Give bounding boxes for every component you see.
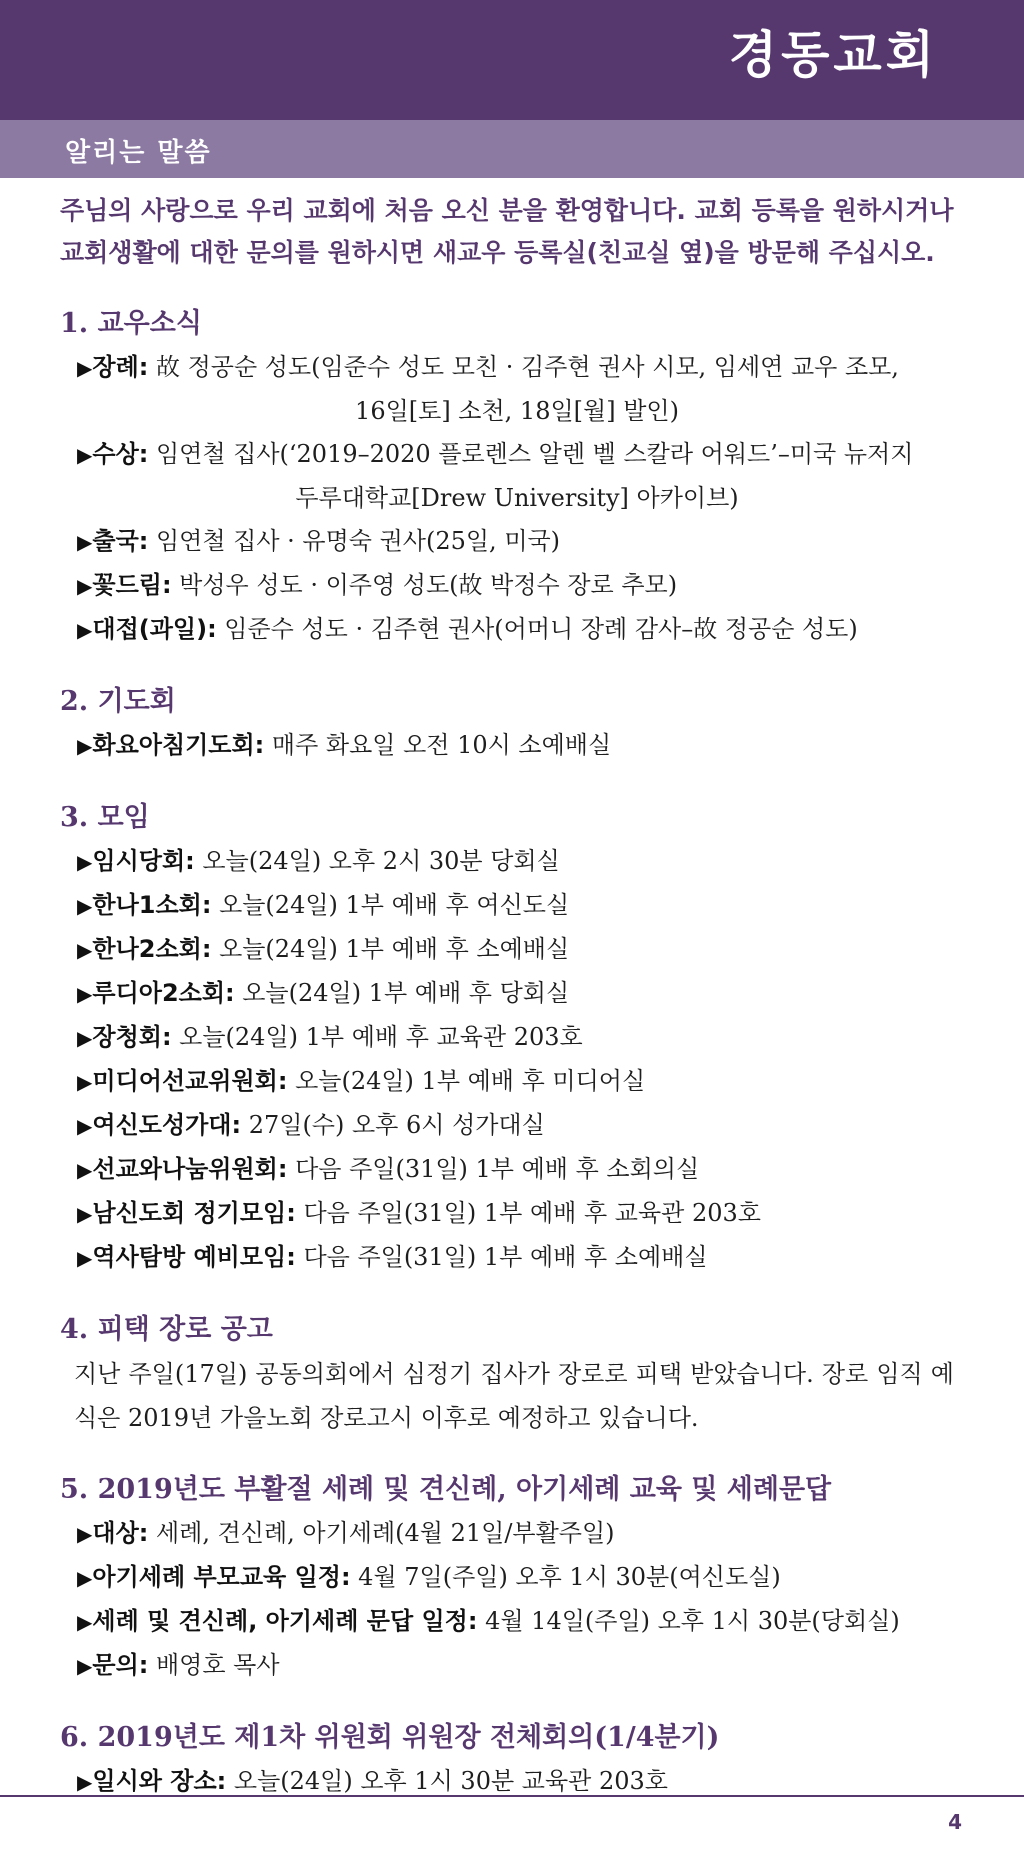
item-label: 출국: bbox=[92, 527, 149, 555]
item-label: 장청회: bbox=[92, 1023, 172, 1051]
item-text: 세례, 견신례, 아기세례(4월 21일/부활주일) bbox=[148, 1519, 615, 1547]
item-label: 대접(과일): bbox=[92, 615, 217, 643]
section-title: 6. 2019년도 제1차 위원회 위원장 전체회의(1/4분기) bbox=[60, 1722, 720, 1753]
bullet-arrow-icon: ▶ bbox=[77, 1026, 93, 1050]
item-label: 문의: bbox=[92, 1651, 149, 1679]
item-label: 선교와나눔위원회: bbox=[92, 1155, 288, 1183]
bullet-arrow-icon: ▶ bbox=[77, 938, 93, 962]
item-text: 오늘(24일) 오후 2시 30분 당회실 bbox=[194, 847, 560, 875]
item-text: 故 정공순 성도(임준수 성도 모친 · 김주현 권사 시모, 임세연 교우 조모, bbox=[148, 353, 899, 381]
item-text: 다음 주일(31일) 1부 예배 후 교육관 203호 bbox=[295, 1199, 761, 1227]
item-text: 오늘(24일) 오후 1시 30분 교육관 203호 bbox=[226, 1767, 668, 1795]
item-label: 아기세례 부모교육 일정: bbox=[92, 1563, 351, 1591]
announcement-item bbox=[77, 1760, 957, 1804]
item-text: 임연철 집사(‘2019–2020 플로렌스 알렌 벨 스칼라 어워드’–미국 뉴저지 bbox=[148, 440, 914, 468]
announcement-item bbox=[77, 840, 957, 884]
announcement-item bbox=[77, 608, 957, 652]
item-text: 오늘(24일) 1부 예배 후 여신도실 bbox=[211, 891, 570, 919]
bullet-arrow-icon: ▶ bbox=[77, 734, 93, 758]
announcement-item bbox=[77, 928, 957, 972]
item-text: 다음 주일(31일) 1부 예배 후 소회의실 bbox=[287, 1155, 700, 1183]
item-label: 역사탐방 예비모임: bbox=[92, 1243, 296, 1271]
section-title: 1. 교우소식 bbox=[60, 308, 202, 339]
item-label: 한나2소회: bbox=[92, 935, 212, 963]
item-text-continued: 16일[토] 소천, 18일[월] 발인) bbox=[355, 397, 679, 425]
announcement-item bbox=[77, 520, 957, 564]
item-text: 매주 화요일 오전 10시 소예배실 bbox=[264, 731, 612, 759]
announcement-item bbox=[77, 564, 957, 608]
announcement-item bbox=[77, 1236, 957, 1280]
bullet-arrow-icon: ▶ bbox=[77, 574, 93, 598]
item-label: 화요아침기도회: bbox=[92, 731, 265, 759]
announcement-item bbox=[77, 1512, 957, 1556]
item-label: 루디아2소회: bbox=[92, 979, 235, 1007]
announcement-item bbox=[77, 346, 957, 433]
announcement-item bbox=[77, 1600, 957, 1644]
item-label: 세례 및 견신례, 아기세례 문답 일정: bbox=[92, 1607, 478, 1635]
item-label: 꽃드림: bbox=[92, 571, 172, 599]
church-logo: 경동교회 bbox=[728, 26, 938, 84]
item-text: 오늘(24일) 1부 예배 후 소예배실 bbox=[211, 935, 570, 963]
announcements bbox=[0, 190, 1024, 1804]
footer-divider bbox=[0, 1795, 1024, 1797]
bullet-arrow-icon: ▶ bbox=[77, 982, 93, 1006]
item-text: 오늘(24일) 1부 예배 후 미디어실 bbox=[287, 1067, 646, 1095]
section-title: 3. 모임 bbox=[60, 802, 150, 833]
item-label: 장례: bbox=[92, 353, 149, 381]
item-text: 4월 7일(주일) 오후 1시 30분(여신도실) bbox=[350, 1563, 781, 1591]
announcement-item bbox=[77, 1016, 957, 1060]
item-text: 임준수 성도 · 김주현 권사(어머니 장례 감사–故 정공순 성도) bbox=[216, 615, 858, 643]
bullet-arrow-icon: ▶ bbox=[77, 850, 93, 874]
section-title: 2. 기도회 bbox=[60, 686, 176, 717]
welcome-message: 주님의 사랑으로 우리 교회에 처음 오신 분을 환영합니다. 교회 등록을 원하시거나 교회생활에 대한 문의를 원하시면 새교우 등록실(친교실 옆)을 방문해 주십시오. bbox=[60, 196, 954, 267]
item-label: 남신도회 정기모임: bbox=[92, 1199, 296, 1227]
announcement-item bbox=[77, 884, 957, 928]
bullet-arrow-icon: ▶ bbox=[77, 1114, 93, 1138]
announcement-item bbox=[77, 1104, 957, 1148]
section-title: 4. 피택 장로 공고 bbox=[60, 1314, 273, 1345]
bullet-arrow-icon: ▶ bbox=[77, 1770, 93, 1794]
bullet-arrow-icon: ▶ bbox=[77, 1070, 93, 1094]
announcement-item bbox=[77, 724, 957, 768]
item-label: 수상: bbox=[92, 440, 149, 468]
announcement-section bbox=[0, 1308, 1024, 1440]
item-text: 4월 14일(주일) 오후 1시 30분(당회실) bbox=[477, 1607, 900, 1635]
item-text: 임연철 집사 · 유명숙 권사(25일, 미국) bbox=[148, 527, 561, 555]
item-text: 다음 주일(31일) 1부 예배 후 소예배실 bbox=[295, 1243, 708, 1271]
section-title: 5. 2019년도 부활절 세례 및 견신례, 아기세례 교육 및 세례문답 bbox=[60, 1474, 832, 1505]
announcement-item bbox=[77, 972, 957, 1016]
announcement-item bbox=[77, 1556, 957, 1600]
bullet-arrow-icon: ▶ bbox=[77, 1158, 93, 1182]
announcement-section bbox=[0, 796, 1024, 1280]
bullet-arrow-icon: ▶ bbox=[77, 894, 93, 918]
section-header-bar bbox=[0, 120, 1024, 178]
item-label: 임시당회: bbox=[92, 847, 195, 875]
item-text: 27일(수) 오후 6시 성가대실 bbox=[241, 1111, 545, 1139]
announcement-item bbox=[77, 1148, 957, 1192]
item-label: 여신도성가대: bbox=[92, 1111, 242, 1139]
header-bar bbox=[0, 0, 1024, 120]
announcement-section bbox=[0, 1716, 1024, 1804]
announcement-item bbox=[77, 1644, 957, 1688]
section-header-title: 알리는 말씀 bbox=[65, 138, 212, 168]
page-number: 4 bbox=[948, 1810, 962, 1834]
bullet-arrow-icon: ▶ bbox=[77, 1246, 93, 1270]
announcement-item bbox=[77, 1060, 957, 1104]
announcement-section bbox=[0, 680, 1024, 768]
bullet-arrow-icon: ▶ bbox=[77, 530, 93, 554]
bullet-arrow-icon: ▶ bbox=[77, 1654, 93, 1678]
announcement-section bbox=[0, 302, 1024, 652]
bullet-arrow-icon: ▶ bbox=[77, 618, 93, 642]
section-paragraph: 지난 주일(17일) 공동의회에서 심정기 집사가 장로로 피택 받았습니다. 장로 임직 예식은 2019년 가을노회 장로고시 이후로 예정하고 있습니다. bbox=[74, 1360, 954, 1432]
item-label: 일시와 장소: bbox=[92, 1767, 227, 1795]
bullet-arrow-icon: ▶ bbox=[77, 356, 93, 380]
item-label: 한나1소회: bbox=[92, 891, 212, 919]
bullet-arrow-icon: ▶ bbox=[77, 1522, 93, 1546]
bullet-arrow-icon: ▶ bbox=[77, 1566, 93, 1590]
item-text: 박성우 성도 · 이주영 성도(故 박정수 장로 추모) bbox=[171, 571, 678, 599]
bullet-arrow-icon: ▶ bbox=[77, 1202, 93, 1226]
item-text: 오늘(24일) 1부 예배 후 당회실 bbox=[234, 979, 570, 1007]
item-text-continued: 두루대학교[Drew University] 아카이브) bbox=[295, 484, 739, 512]
announcement-item bbox=[77, 1192, 957, 1236]
item-label: 미디어선교위원회: bbox=[92, 1067, 288, 1095]
announcement-item bbox=[77, 433, 957, 520]
bullet-arrow-icon: ▶ bbox=[77, 1610, 93, 1634]
item-text: 오늘(24일) 1부 예배 후 교육관 203호 bbox=[171, 1023, 583, 1051]
item-text: 배영호 목사 bbox=[148, 1651, 280, 1679]
announcement-section bbox=[0, 1468, 1024, 1688]
item-label: 대상: bbox=[92, 1519, 149, 1547]
bullet-arrow-icon: ▶ bbox=[77, 443, 93, 467]
